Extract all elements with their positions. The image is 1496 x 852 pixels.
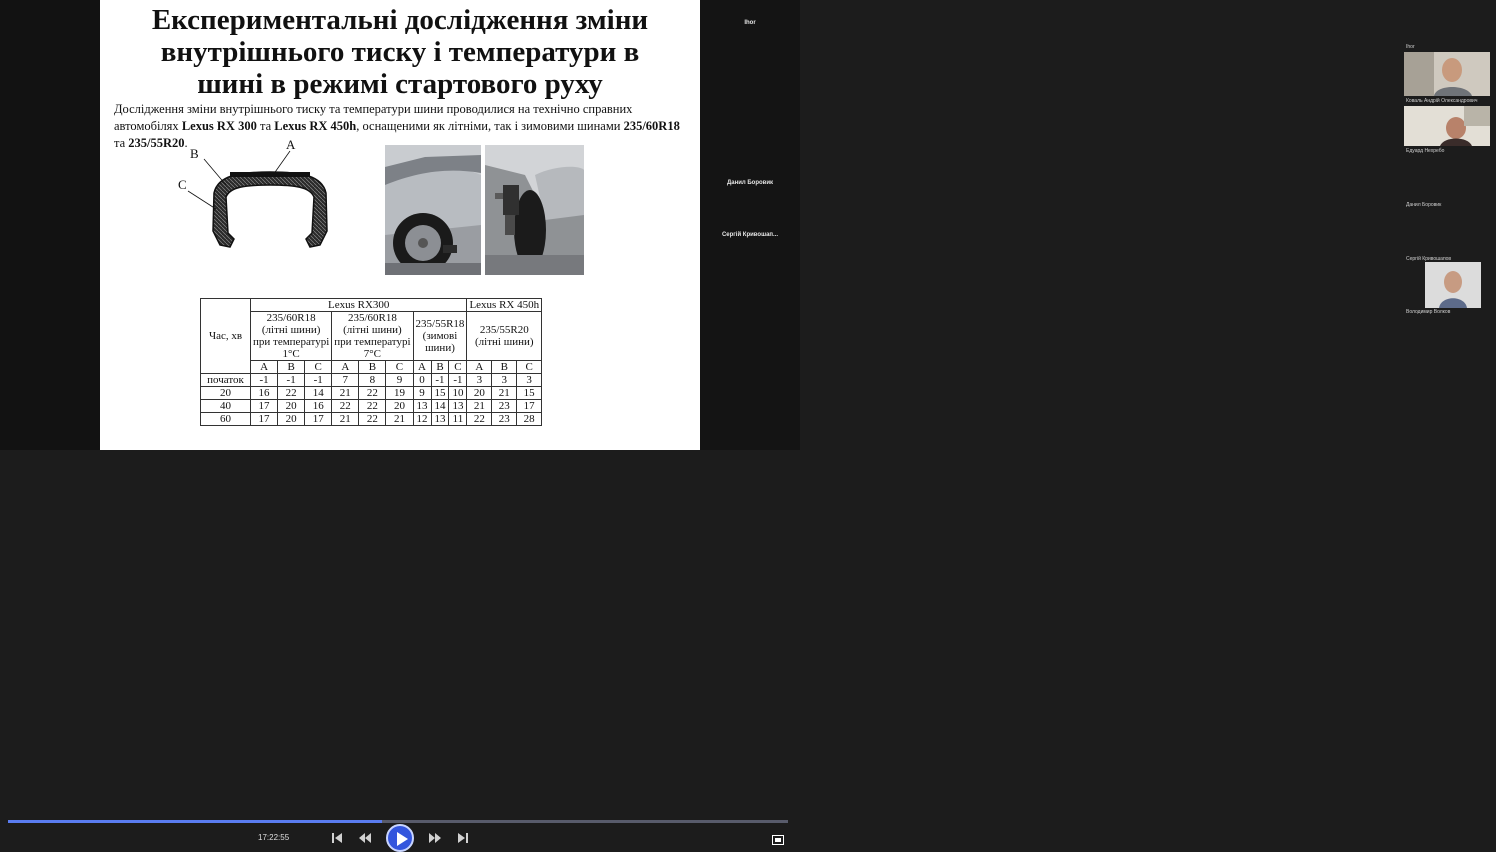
host-name-label: Ihor (744, 20, 756, 26)
subheader-4-line: 235/55R20 (479, 324, 529, 336)
table-cell: -1 (251, 374, 278, 387)
leader-line-b (204, 159, 226, 185)
subheader-2-line: 235/60R18 (347, 312, 397, 324)
photo-tire-measurement-2 (485, 145, 584, 275)
participant-3-caption: Едуард Нехребо (1406, 148, 1445, 154)
subheader-3 (413, 312, 467, 361)
table-cell: 9 (413, 387, 431, 400)
slide-title-line-3: шині в режимі стартового руху (197, 68, 603, 100)
table-cell: -1 (278, 374, 305, 387)
abc-header: A (251, 361, 278, 374)
desc-tire-1: 235/60R18 (623, 119, 680, 133)
photo-tire-measurement-1 (385, 145, 481, 275)
desc-car-2: Lexus RX 450h (274, 119, 357, 133)
desc-tire-2: 235/55R20 (128, 136, 185, 150)
desc-text-4: та (114, 136, 129, 150)
slide-title (110, 4, 690, 100)
table-cell: 28 (517, 413, 542, 426)
table-cell: 13 (431, 413, 449, 426)
diagram-label-c: C (178, 177, 187, 192)
table-cell: 20 (386, 400, 413, 413)
table-cell: 7 (332, 374, 359, 387)
abc-header: C (386, 361, 413, 374)
table-cell: 14 (431, 400, 449, 413)
header-group-rx450h: Lexus RX 450h (467, 299, 542, 312)
table-cell: 16 (251, 387, 278, 400)
subheader-2 (332, 312, 413, 361)
table-cell: 3 (517, 374, 542, 387)
subheader-4 (467, 312, 542, 361)
desc-text-1: Дослідження зміни внутрішнього тиску та температури шини проводилися на технічно справних автомобілях (114, 102, 633, 133)
subheader-3-line: 235/55R18 (415, 318, 465, 330)
table-cell: 22 (278, 387, 305, 400)
table-cell: 21 (467, 400, 492, 413)
participant-5-name: Сергій Кривошап... (721, 232, 779, 238)
participant-4-name: Данил Боровик (726, 180, 774, 186)
subheader-2-line: при температурі (334, 336, 411, 348)
participant-4-caption: Данил Боровик (1406, 202, 1442, 208)
play-icon (396, 832, 408, 846)
leader-line-a (273, 151, 290, 175)
skip-back-icon[interactable] (330, 831, 344, 845)
table-cell: -1 (305, 374, 332, 387)
desc-text-5: . (184, 136, 188, 150)
subheader-2-line: (літні шини) (343, 324, 402, 336)
desc-text-2: та (256, 119, 275, 133)
play-button[interactable] (386, 824, 414, 852)
video-progress-bar[interactable] (8, 820, 788, 823)
table-cell: 17 (251, 400, 278, 413)
abc-header: B (359, 361, 386, 374)
table-cell: 17 (305, 413, 332, 426)
abc-header: B (278, 361, 305, 374)
abc-header: A (467, 361, 492, 374)
diagram-label-b: B (190, 146, 199, 161)
participant-2-caption: Коваль Андрій Олександрович (1406, 98, 1478, 104)
rewind-icon[interactable] (358, 831, 372, 845)
table-row (201, 387, 542, 400)
abc-header: A (332, 361, 359, 374)
participant-6-video[interactable] (1425, 262, 1481, 308)
participant-6-caption: Володимир Волков (1406, 309, 1451, 315)
subheader-3-line: шини) (425, 342, 455, 354)
table-cell: -1 (449, 374, 467, 387)
abc-header: C (517, 361, 542, 374)
table-cell: 3 (467, 374, 492, 387)
table-cell: 22 (332, 400, 359, 413)
participant-3-video[interactable] (1404, 106, 1490, 146)
tire-cross-section-diagram (170, 135, 370, 265)
table-cell: 15 (431, 387, 449, 400)
participants-panel (700, 0, 1478, 450)
table-cell: 20 (278, 400, 305, 413)
subheader-1-line: 1°C (282, 348, 300, 360)
subheader-2-line: 7°C (363, 348, 382, 360)
participant-1-caption: Ihor (1406, 44, 1415, 50)
participant-2-video[interactable] (1404, 52, 1490, 96)
desc-car-1: Lexus RX 300 (181, 119, 257, 133)
table-cell: 12 (413, 413, 431, 426)
tire-tread-band (230, 172, 310, 177)
abc-header: C (305, 361, 332, 374)
table-cell: 22 (359, 413, 386, 426)
table-cell: 21 (332, 413, 359, 426)
table-cell: 16 (305, 400, 332, 413)
fast-forward-icon[interactable] (428, 831, 442, 845)
table-cell: 17 (251, 413, 278, 426)
video-player-controls (0, 406, 800, 842)
table-cell: 10 (449, 387, 467, 400)
table-cell: 21 (492, 387, 517, 400)
table-cell: 8 (359, 374, 386, 387)
table-cell: 22 (359, 387, 386, 400)
table-cell: 22 (359, 400, 386, 413)
diagram-label-a: A (286, 137, 296, 152)
table-cell: 9 (386, 374, 413, 387)
table-cell: 15 (517, 387, 542, 400)
header-group-rx300: Lexus RX300 (251, 299, 467, 312)
row-time: 60 (201, 413, 251, 426)
subheader-1-line: (літні шини) (261, 324, 321, 336)
subheader-1-line: при температурі (253, 336, 330, 348)
subheader-3-line: (зимові (422, 330, 458, 342)
participant-5-caption: Сергій Кривошапов (1406, 256, 1452, 262)
table-cell: 13 (413, 400, 431, 413)
header-time: Час, хв (201, 299, 251, 374)
leader-line-c (188, 191, 216, 209)
slide-title-line-1: Експериментальні дослідження зміни (151, 4, 649, 36)
playback-time: 17:22:55 (258, 833, 290, 842)
slide-title-line-2: внутрішнього тиску і температури в (160, 36, 640, 68)
table-cell: 21 (386, 413, 413, 426)
table-cell: 20 (467, 387, 492, 400)
table-cell: 14 (305, 387, 332, 400)
abc-header: B (492, 361, 517, 374)
abc-header-row (201, 361, 542, 374)
table-cell: 19 (386, 387, 413, 400)
subheader-4-line: (літні шини) (475, 336, 534, 348)
video-progress-fill (8, 820, 382, 823)
presentation-slide (100, 0, 700, 450)
table-cell: 21 (332, 387, 359, 400)
table-cell: 23 (492, 400, 517, 413)
table-cell: 13 (449, 400, 467, 413)
desc-text-3: , оснащеними як літніми, так і зимовими шинами (356, 119, 624, 133)
tire-profile (213, 172, 327, 247)
table-cell: -1 (431, 374, 449, 387)
fullscreen-icon[interactable] (772, 835, 784, 845)
table-cell: 22 (467, 413, 492, 426)
skip-forward-icon[interactable] (456, 831, 470, 845)
row-time: 20 (201, 387, 251, 400)
table-cell: 23 (492, 413, 517, 426)
table-cell: 17 (517, 400, 542, 413)
abc-header: C (449, 361, 467, 374)
table-cell: 0 (413, 374, 431, 387)
abc-header: B (431, 361, 449, 374)
row-time: початок (201, 374, 251, 387)
table-row (201, 374, 542, 387)
abc-header: A (413, 361, 431, 374)
subheader-1 (251, 312, 332, 361)
table-cell: 3 (492, 374, 517, 387)
table-cell: 20 (278, 413, 305, 426)
subheader-1-line: 235/60R18 (266, 312, 316, 324)
row-time: 40 (201, 400, 251, 413)
table-cell: 11 (449, 413, 467, 426)
